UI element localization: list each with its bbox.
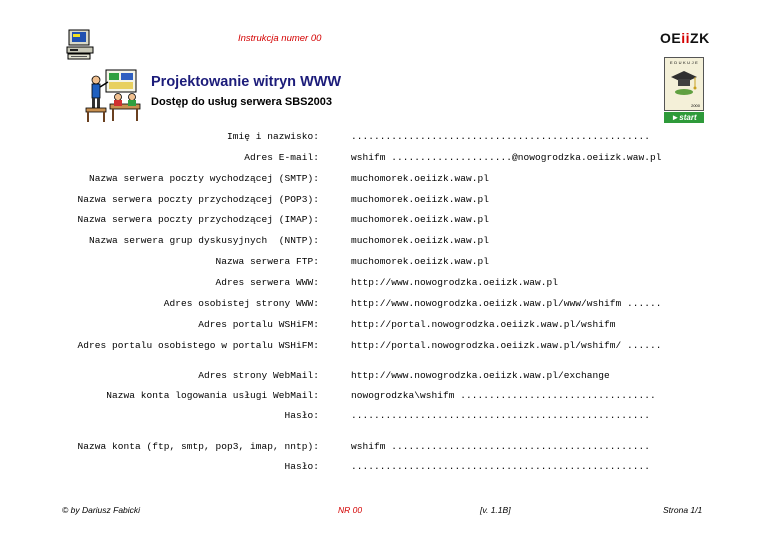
start-arrow-icon: ► bbox=[671, 113, 680, 122]
instruction-number: Instrukcja numer 00 bbox=[238, 33, 322, 44]
footer-page-number: Strona 1/1 bbox=[663, 505, 703, 515]
badge-frame bbox=[664, 57, 704, 111]
row-value-password-1: .................................................... bbox=[351, 410, 651, 421]
row-label-www-server: Adres serwera WWW: bbox=[215, 277, 319, 288]
row-value-personal-portal: http://portal.nowogrodzka.oeiizk.waw.pl/wshifm/ ...... bbox=[351, 340, 662, 351]
row-label-password-1: Hasło: bbox=[284, 410, 319, 421]
logo-part-3: ZK bbox=[690, 30, 710, 46]
footer-version: [v. 1.1B] bbox=[480, 505, 511, 515]
classroom-clipart-icon bbox=[84, 68, 144, 124]
oeiizk-logo bbox=[660, 30, 710, 46]
row-value-account: wshifm ............................................. bbox=[351, 441, 651, 452]
row-value-name: .................................................... bbox=[351, 131, 651, 142]
graduation-cap-icon bbox=[669, 67, 699, 97]
row-value-smtp: muchomorek.oeiizk.waw.pl bbox=[351, 173, 490, 184]
row-label-nntp: Nazwa serwera grup dyskusyjnych (NNTP): bbox=[88, 235, 319, 246]
row-value-imap: muchomorek.oeiizk.waw.pl bbox=[351, 214, 490, 225]
footer-author: © by Dariusz Fabicki bbox=[62, 505, 141, 515]
row-label-pop3: Nazwa serwera poczty przychodzącej (POP3): bbox=[77, 194, 319, 205]
row-label-imap: Nazwa serwera poczty przychodzącej (IMAP): bbox=[77, 214, 319, 225]
row-label-personal-www: Adres osobistej strony WWW: bbox=[163, 298, 319, 309]
row-value-personal-www: http://www.nowogrodzka.oeiizk.waw.pl/www/wshifm ...... bbox=[351, 298, 662, 309]
row-label-email: Adres E-mail: bbox=[244, 152, 319, 163]
row-label-personal-portal: Adres portalu osobistego w portalu WSHiFM: bbox=[77, 340, 319, 351]
badge-top-text: E D U K U J E bbox=[670, 60, 698, 65]
page-title: Projektowanie witryn WWW bbox=[151, 74, 342, 90]
row-label-portal: Adres portalu WSHiFM: bbox=[198, 319, 319, 330]
logo-part-2: ii bbox=[681, 30, 691, 46]
row-value-www-server: http://www.nowogrodzka.oeiizk.waw.pl bbox=[351, 277, 559, 288]
row-value-nntp: muchomorek.oeiizk.waw.pl bbox=[351, 235, 490, 246]
footer-number: NR 00 bbox=[338, 505, 363, 515]
row-label-webmail: Adres strony WebMail: bbox=[198, 370, 319, 381]
row-value-webmail: http://www.nowogrodzka.oeiizk.waw.pl/exchange bbox=[351, 370, 610, 381]
row-label-ftp: Nazwa serwera FTP: bbox=[215, 256, 319, 267]
row-value-webmail-account: nowogrodzka\wshifm .................................. bbox=[351, 390, 656, 401]
row-value-pop3: muchomorek.oeiizk.waw.pl bbox=[351, 194, 490, 205]
logo-part-1: OE bbox=[660, 30, 682, 46]
badge-year: 2000 bbox=[691, 103, 700, 108]
row-label-account: Nazwa konta (ftp, smtp, pop3, imap, nntp): bbox=[77, 441, 319, 452]
row-value-portal: http://portal.nowogrodzka.oeiizk.waw.pl/wshifm bbox=[351, 319, 616, 330]
row-label-name: Imię i nazwisko: bbox=[226, 131, 319, 142]
row-label-webmail-account: Nazwa konta logowania usługi WebMail: bbox=[106, 390, 319, 401]
row-label-password-2: Hasło: bbox=[284, 461, 319, 472]
start-button-label: start bbox=[679, 113, 697, 122]
start-button[interactable] bbox=[664, 112, 704, 123]
edukuje-badge bbox=[664, 57, 704, 121]
row-value-email: wshifm .....................@nowogrodzka.oeiizk.waw.pl bbox=[351, 152, 662, 163]
row-value-password-2: .................................................... bbox=[351, 461, 651, 472]
row-value-ftp: muchomorek.oeiizk.waw.pl bbox=[351, 256, 490, 267]
computer-icon bbox=[66, 28, 94, 60]
row-label-smtp: Nazwa serwera poczty wychodzącej (SMTP): bbox=[88, 173, 319, 184]
page-subtitle: Dostęp do usług serwera SBS2003 bbox=[151, 96, 332, 108]
